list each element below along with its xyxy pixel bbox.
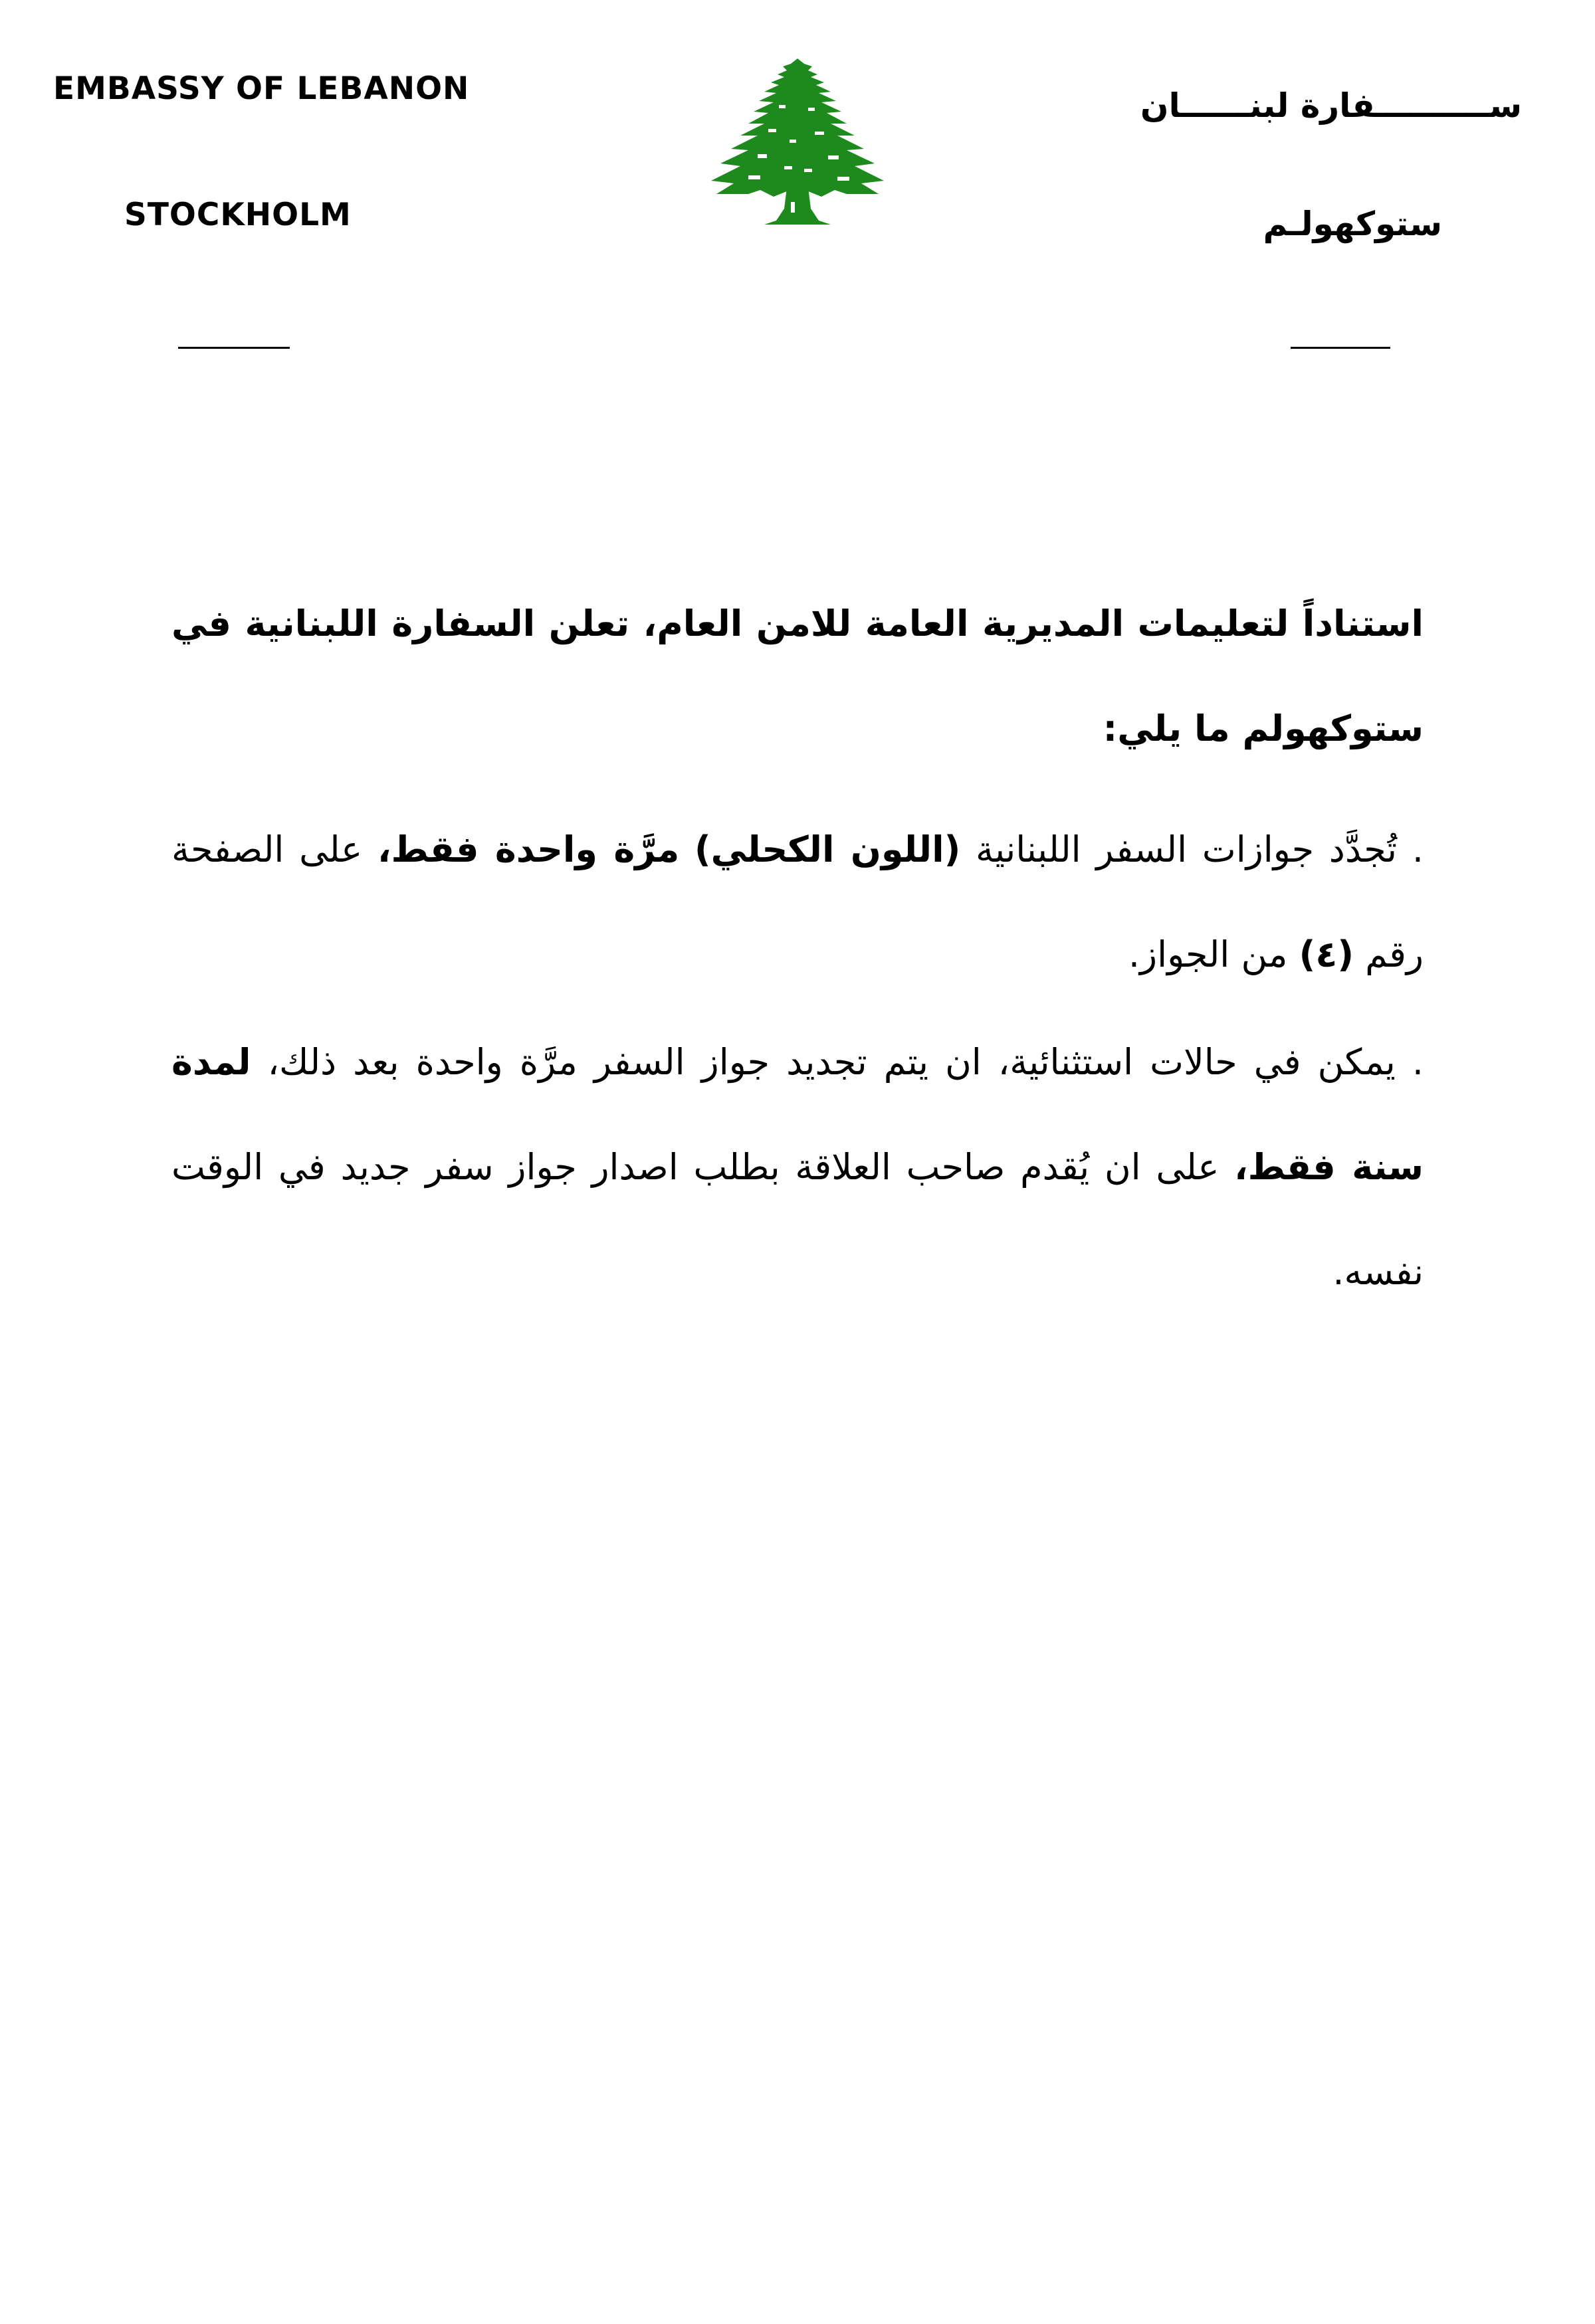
rule-exceptional-renewal [171,1010,1424,1325]
cedar-foliage [711,58,884,225]
header-rule-right [1291,347,1390,349]
rule2-text-b: على ان يُقدم صاحب العلاقة بطلب اصدار جواز سفر جديد في الوقت نفسه. [171,1146,1424,1293]
rule1-text-b: على الصفحة رقم [171,828,1424,975]
intro-paragraph: استناداً لتعليمات المديرية العامة للامن العام، تعلن السفارة اللبنانية في ستوكهولم ما يلي: [171,603,1424,749]
header-rule-left [178,347,290,349]
embassy-name-english: EMBASSY OF LEBANON [53,70,470,107]
rule2-text-a: . يمكن في حالات استثنائية، ان يتم تجديد جواز السفر مرَّة واحدة بعد ذلك، [251,1041,1424,1083]
cedar-tree-icon [704,54,891,231]
city-name-english: STOCKHOLM [124,197,352,233]
rule-renewal-once [171,797,1424,1007]
rule1-navy-color: (اللون الكحلي) [694,828,961,870]
rule1-text-a: . تُجدَّد جوازات السفر اللبنانية [960,828,1424,870]
embassy-name-arabic: ســــــــــفارة لبنــــــان [1140,86,1522,125]
rule1-space [679,828,694,870]
rule1-once-only: مرَّة واحدة فقط، [377,828,680,870]
rule1-text-c: من الجواز. [1128,933,1299,975]
city-name-arabic: ستوكهولـم [1263,205,1442,243]
rule2-one-year-only: لمدة سنة فقط، [171,1041,1424,1188]
rule1-page-number: (٤) [1299,933,1354,975]
